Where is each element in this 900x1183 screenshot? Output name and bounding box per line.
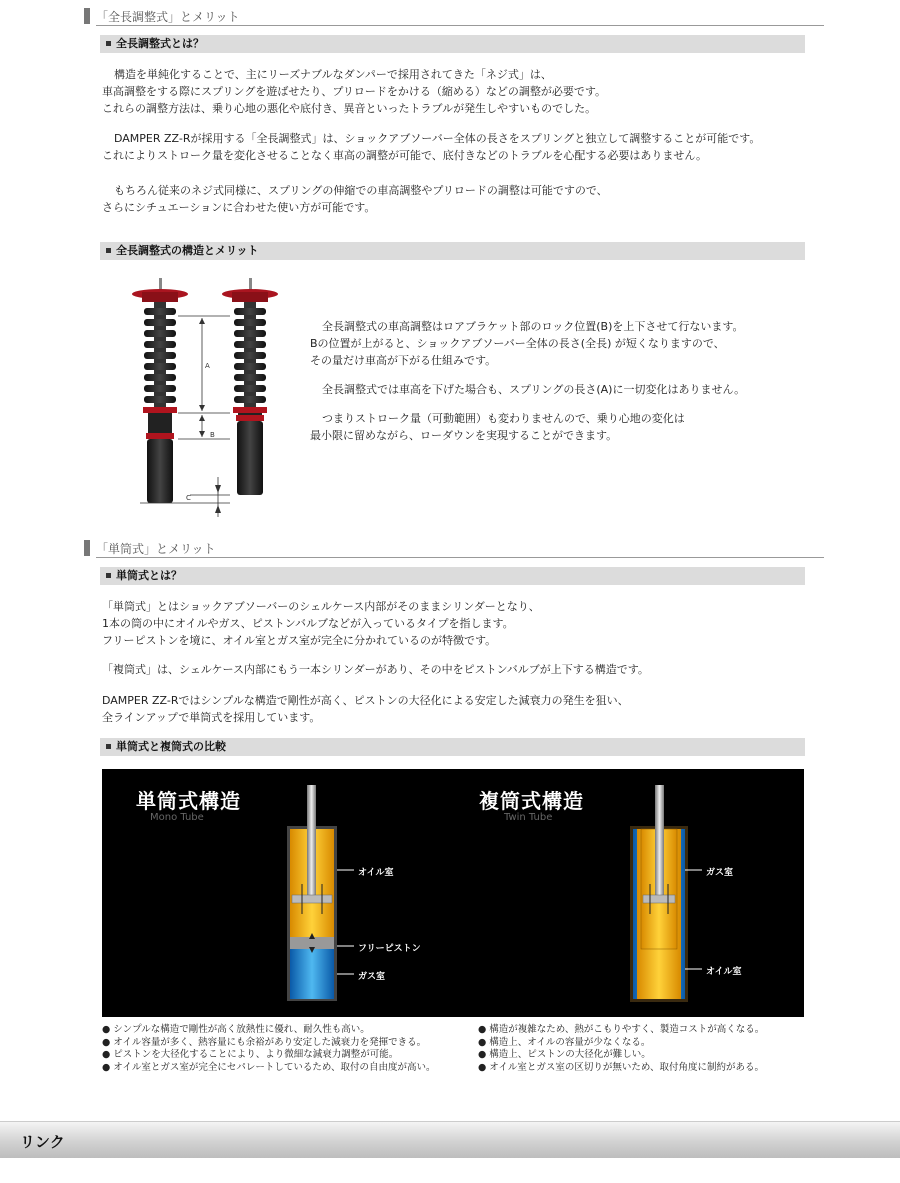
twin-label-oil: オイル室 xyxy=(706,967,742,977)
twin-tube-graphic xyxy=(630,785,688,1002)
section-header-mono-tube xyxy=(84,540,824,556)
list-item: ● 構造上、オイルの容量が少なくなる。 xyxy=(478,1036,651,1048)
damper-right xyxy=(222,278,278,495)
list-item: ● シンプルな構造で剛性が高く放熱性に優れ、耐久性も高い。 xyxy=(102,1024,370,1035)
twin-title: 複筒式構造 xyxy=(479,789,584,813)
mono-points-list xyxy=(102,1024,435,1074)
paragraph-full-length: DAMPER ZZ-Rが採用する「全長調整式」は、ショックアブソーバー全体の長さをスプリングと独立して調整することが可能です。 これによりストローク量を変化させることなく車高の調整が可能で、底付きなどのトラブルを心配する必要はありません。 xyxy=(102,132,761,162)
mono-subtitle: Mono Tube xyxy=(150,812,204,823)
paragraph-versatility: もちろん従来のネジ式同様に、スプリングの伸縮での車高調整やプリロードの調整は可能ですので、 さらにシチュエーションに合わせた使い方が可能です。 xyxy=(102,184,608,214)
damper-left xyxy=(132,278,188,503)
section-header-full-length xyxy=(84,8,824,24)
list-item: ● ピストンを大径化することにより、より微細な減衰力調整が可能。 xyxy=(102,1049,399,1060)
label-b: B xyxy=(210,431,215,439)
twin-label-gas: ガス室 xyxy=(706,868,734,878)
links-bar xyxy=(0,1121,900,1158)
list-item: ● オイル室とガス室が完全にセパレートしているため、取付の自由度が高い。 xyxy=(102,1061,436,1073)
twin-points-list xyxy=(478,1024,764,1074)
label-a: A xyxy=(205,362,210,370)
section-title: 「全長調整式」とメリット xyxy=(96,9,240,24)
subheader-mono-what: 単筒式とは？ xyxy=(100,567,805,585)
section-title: 「単筒式」とメリット xyxy=(96,541,216,556)
label-c: C xyxy=(186,494,191,502)
section-marker xyxy=(84,8,90,24)
list-item: ● 構造上、ピストンの大径化が難しい。 xyxy=(478,1049,651,1060)
mono-title: 単筒式構造 xyxy=(136,789,241,813)
mono-label-oil: オイル室 xyxy=(358,868,394,878)
subheader-full-length-structure: 全長調整式の構造とメリット xyxy=(100,242,805,260)
paragraph-twin-definition: 「複筒式」は、シェルケース内部にもう一本シリンダーがあり、その中をピストンバルブが上下する構造です。 xyxy=(102,663,649,676)
coilover-diagram xyxy=(120,272,300,527)
mono-tube-graphic xyxy=(287,785,337,1001)
paragraph-zzr-adoption: DAMPER ZZ-Rではシンプルな構造で剛性が高く、ピストンの大径化による安定した減衰力の発生を狙い、 全ラインアップで単筒式を採用しています。 xyxy=(102,694,629,724)
links-title: リンク xyxy=(20,1133,65,1151)
list-item: ● オイル室とガス室の区切りが無いため、取付角度に制約がある。 xyxy=(478,1061,764,1073)
paragraph-mono-definition: 「単筒式」とはショックアブソーバーのシェルケース内部がそのままシリンダーとなり、 1本の筒の中にオイルやガス、ピストンバルブなどが入っているタイプを指します。 フリーピストンを境に、オイル室とガス室が完全に分かれているのが特徴です。 xyxy=(102,600,540,647)
mono-label-piston: フリーピストン xyxy=(358,944,421,954)
list-item: ● 構造が複雑なため、熱がこもりやすく、製造コストが高くなる。 xyxy=(478,1024,765,1035)
subheader-full-length-what: 全長調整式とは？ xyxy=(100,35,805,53)
comparison-diagram xyxy=(102,769,804,1017)
twin-subtitle: Twin Tube xyxy=(504,812,553,823)
mono-label-gas: ガス室 xyxy=(358,972,386,982)
list-item: ● オイル容量が多く、熱容量にも余裕があり安定した減衰力を発揮できる。 xyxy=(102,1036,427,1048)
subheader-comparison: 単筒式と複筒式の比較 xyxy=(100,738,805,756)
structure-explanation: 全長調整式の車高調整はロアブラケット部のロック位置(B)を上下させて行ないます。 Bの位置が上がると、ショックアブソーバー全体の長さ(全長) が短くなりますので、 その量だけ車高が下がる仕組みです。 全長調整式では車高を下げた場合も、スプリングの長さ(A)に一切変化はありません。 つまりストローク量（可動範囲）も変わりませんので、乗り心地の変化は 最小限に留めながら、ローダウンを実現することができます。 xyxy=(310,320,746,442)
section-marker xyxy=(84,540,90,556)
paragraph-screw-type: 構造を単純化することで、主にリーズナブルなダンパーで採用されてきた「ネジ式」は、 車高調整をする際にスプリングを遊ばせたり、プリロードをかける（縮める）などの調整が必要です。 これらの調整方法は、乗り心地の悪化や底付き、異音といったトラブルが発生しやすいものでした。 xyxy=(102,68,607,115)
